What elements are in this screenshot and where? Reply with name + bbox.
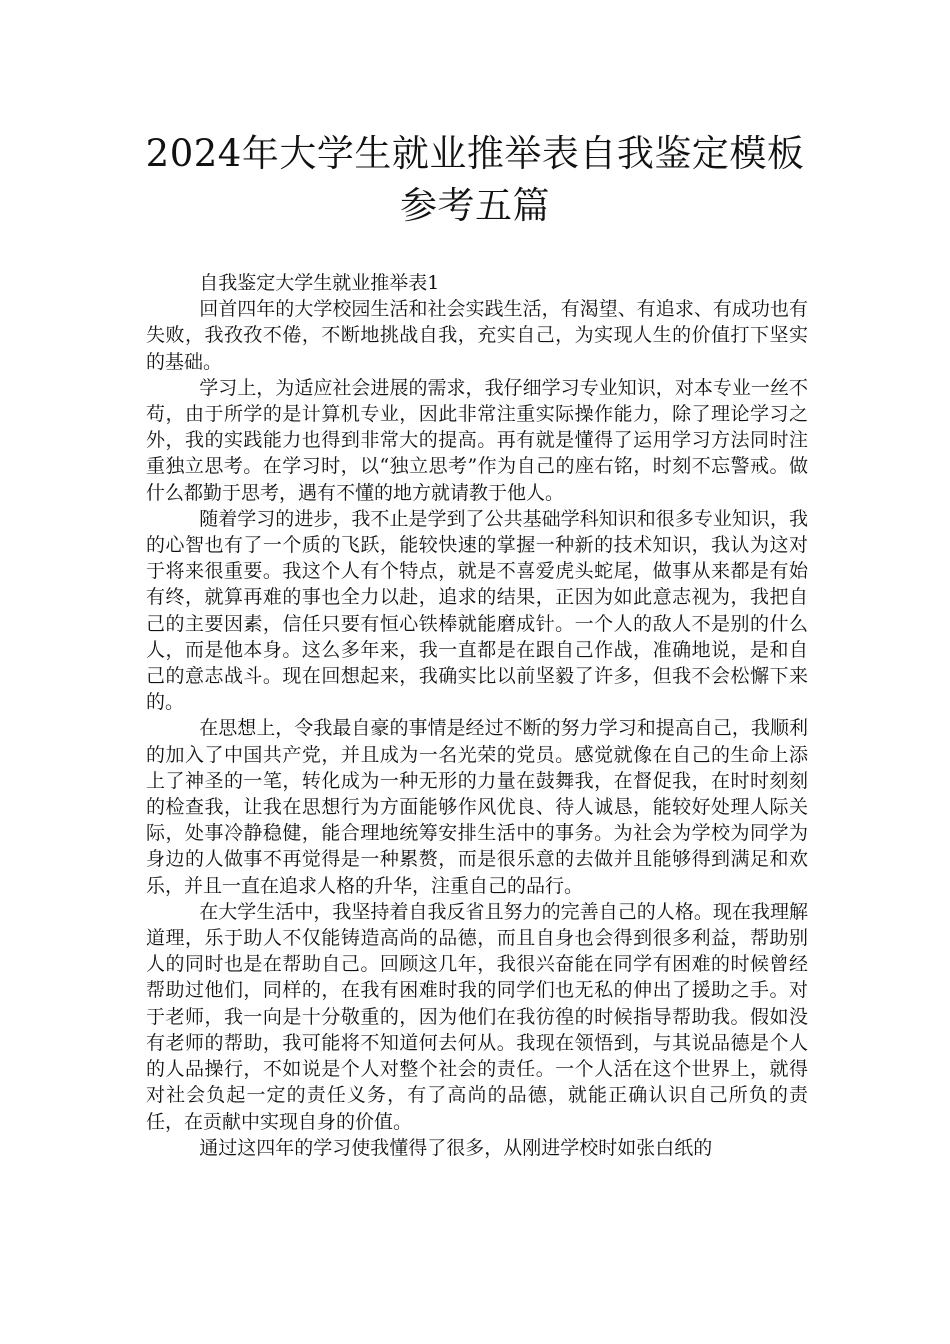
document-body (146, 270, 808, 1161)
paragraph-1: 回首四年的大学校园生活和社会实践生活，有渴望、有追求、有成功也有失败，我孜孜不倦，不断地挑战自我，充实自己，为实现人生的价值打下坚实的基础。 (146, 298, 808, 373)
paragraph-4: 在思想上，令我最自豪的事情是经过不断的努力学习和提高自己，我顺利的加入了中国共产党，并且成为一名光荣的党员。感觉就像在自己的生命上添上了神圣的一笔，转化成为一种无形的力量在鼓舞我，在督促我，在时时刻刻的检查我，让我在思想行为方面能够作风优良、待人诚恳，能较好处理人际关际，处事冷静稳健，能合理地统筹安排生活中的事务。为社会为学校为同学为身边的人做事不再觉得是一种累赘，而是很乐意的去做并且能够得到满足和欢乐，并且一直在追求人格的升华，注重自己的品行。 (146, 717, 808, 897)
paragraph-6: 通过这四年的学习使我懂得了很多，从刚进学校时如张白纸的 (199, 1136, 713, 1159)
paragraph-5: 在大学生活中，我坚持着自我反省且努力的完善自己的人格。现在我理解道理，乐于助人不仅能铸造高尚的品德，而且自身也会得到很多利益，帮助别人的同时也是在帮助自己。回顾这几年，我很兴奋能在同学有困难的时候曾经帮助过他们，同样的，在我有困难时我的同学们也无私的伸出了援助之手。对于老师，我一向是十分敬重的，因为他们在我彷徨的时候指导帮助我。假如没有老师的帮助，我可能将不知道何去何从。我现在领悟到，与其说品德是个人的人品操行，不如说是个人对整个社会的责任。一个人活在这个世界上，就得对社会负起一定的责任义务，有了高尚的品德，就能正确认识自己所负的责任，在贡献中实现自身的价值。 (146, 900, 808, 1133)
paragraph-2: 学习上，为适应社会进展的需求，我仔细学习专业知识，对本专业一丝不苟，由于所学的是计算机专业，因此非常注重实际操作能力，除了理论学习之外，我的实践能力也得到非常大的提高。再有就是懂得了运用学习方法同时注重独立思考。在学习时，以“独立思考”作为自己的座右铭，时刻不忘警戒。做什么都勤于思考，遇有不懂的地方就请教于他人。 (146, 376, 808, 504)
paragraph-3: 随着学习的进步，我不止是学到了公共基础学科知识和很多专业知识，我的心智也有了一个质的飞跃，能较快速的掌握一种新的技术知识，我认为这对于将来很重要。我这个人有个特点，就是不喜爱虎头蛇尾，做事从来都是有始有终，就算再难的事也全力以赴，追求的结果，正因为如此意志视为，我把自己的主要因素，信任只要有恒心铁棒就能磨成针。一个人的敌人不是别的什么人，而是他本身。这么多年来，我一直都是在跟自己作战，准确地说，是和自己的意志战斗。现在回想起来，我确实比以前坚毅了许多，但我不会松懈下来的。 (146, 507, 808, 714)
document-title: 2024年大学生就业推举表自我鉴定模板参考五篇 (145, 132, 805, 227)
section-heading: 自我鉴定大学生就业推举表1 (199, 272, 440, 294)
